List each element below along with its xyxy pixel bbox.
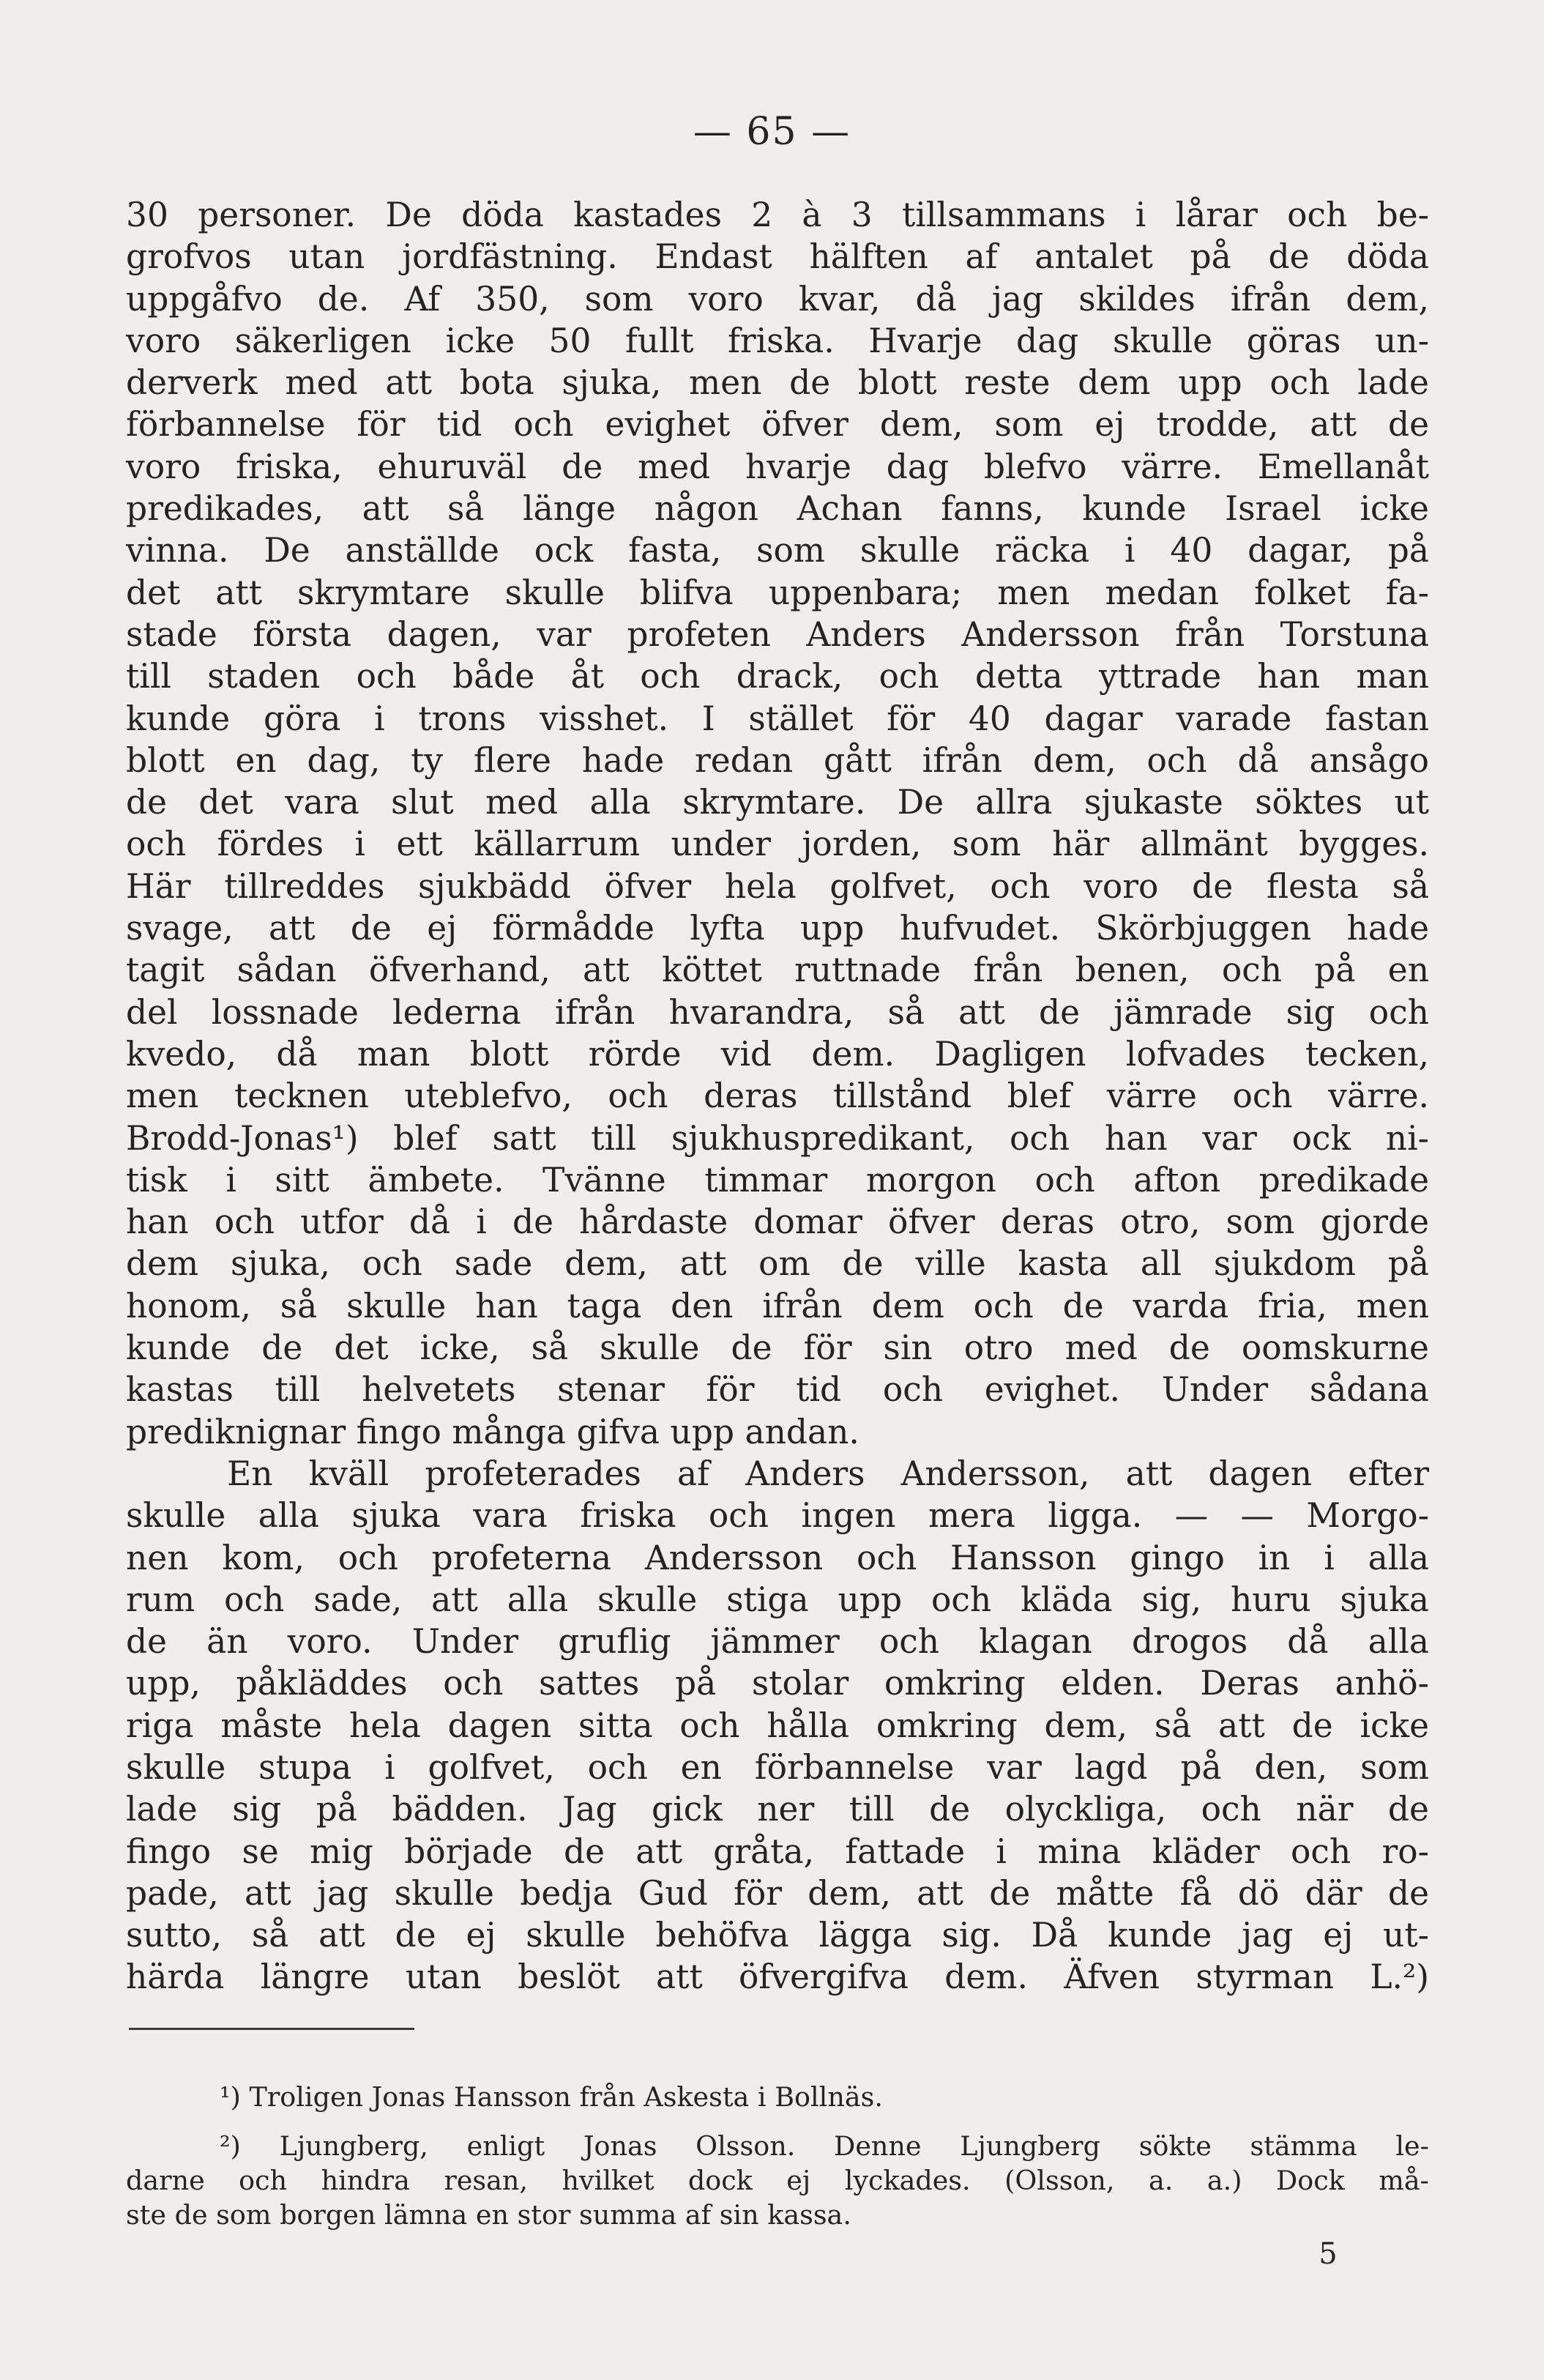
page-number: — 65 — [693, 110, 851, 154]
text-line: predikades, att så länge någon Achan fanns, kunde Israel icke [126, 489, 1429, 529]
text-line: kvedo, då man blott rörde vid dem. Dagligen lofvades tecken, [126, 1034, 1429, 1074]
footnote-spacer [126, 2114, 1429, 2129]
text-line: kunde de det icke, så skulle de för sin otro med de oomskurne [126, 1328, 1429, 1368]
text-line: kunde göra i trons visshet. I stället för 40 dagar varade fastan [126, 699, 1429, 738]
footnote-1: ¹) Troligen Jonas Hansson från Askesta i Bollnäs. [220, 2081, 883, 2113]
text-line: rum och sade, att alla skulle stiga upp och kläda sig, huru sjuka [126, 1580, 1429, 1619]
footnotes [126, 2080, 1429, 2232]
text-line: uppgåfvo de. Af 350, som voro kvar, då jag skildes ifrån dem, [126, 279, 1429, 319]
text-line: det att skrymtare skulle blifva uppenbara; men medan folket fa- [126, 573, 1429, 612]
text-line: men tecknen uteblefvo, och deras tillstånd blef värre och värre. [126, 1076, 1429, 1116]
text-line: tagit sådan öfverhand, att köttet ruttnade från benen, och på en [126, 951, 1429, 990]
text-line: grofvos utan jordfästning. Endast hälften af antalet på de döda [126, 237, 1429, 277]
text-line: tisk i sitt ämbete. Tvänne timmar morgon och afton predikade [126, 1160, 1429, 1200]
text-line: svage, att de ej förmådde lyfta upp hufvudet. Skörbjuggen hade [126, 909, 1429, 948]
text-line: kastas till helvetets stenar för tid och evighet. Under sådana [126, 1370, 1429, 1410]
text-line: Brodd-Jonas¹) blef satt till sjukhuspredikant, och han var ock ni- [126, 1118, 1429, 1158]
text-line: riga måste hela dagen sitta och hålla omkring dem, så att de icke [126, 1706, 1429, 1745]
text-line: honom, så skulle han taga den ifrån dem och de varda fria, men [126, 1286, 1429, 1325]
text-line: de än voro. Under gruflig jämmer och klagan drogos då alla [126, 1622, 1429, 1662]
text-line: han och utfor då i de hårdaste domar öfver deras otro, som gjorde [126, 1202, 1429, 1242]
text-line: skulle alla sjuka vara friska och ingen mera ligga. — — Morgo- [126, 1496, 1429, 1536]
footnote-divider [129, 2028, 414, 2030]
footnote-2-line: darne och hindra resan, hvilket dock ej lyckades. (Olsson, a. a.) Dock må- [126, 2165, 1429, 2196]
text-line: förbannelse för tid och evighet öfver dem, som ej trodde, att de [126, 405, 1429, 445]
text-line: Här tillreddes sjukbädd öfver hela golfvet, och voro de flesta så [126, 866, 1429, 906]
text-line: voro säkerligen icke 50 fullt friska. Hvarje dag skulle göras un- [126, 321, 1429, 360]
footnote-2-line: ste de som borgen lämna en stor summa af sin kassa. [126, 2199, 851, 2231]
paragraph-end-line: prediknignar fingo många gifva upp andan. [126, 1412, 859, 1451]
text-line: härda längre utan beslöt att öfvergifva dem. Äfven styrman L.²) [126, 1957, 1429, 1997]
text-line: nen kom, och profeterna Andersson och Hansson gingo in i alla [126, 1538, 1429, 1577]
text-line: derverk med att bota sjuka, men de blott reste dem upp och lade [126, 363, 1429, 403]
text-line: vinna. De anställde ock fasta, som skulle räcka i 40 dagar, på [126, 531, 1429, 570]
text-line: skulle stupa i golfvet, och en förbannelse var lagd på den, som [126, 1747, 1429, 1787]
body-text [126, 194, 1429, 1998]
text-line: lade sig på bädden. Jag gick ner till de olyckliga, och när de [126, 1790, 1429, 1829]
text-line: sutto, så att de ej skulle behöfva lägga sig. Då kunde jag ej ut- [126, 1916, 1429, 1955]
text-line: blott en dag, ty flere hade redan gått ifrån dem, och då ansågo [126, 740, 1429, 780]
text-line: pade, att jag skulle bedja Gud för dem, att de måtte få dö där de [126, 1873, 1429, 1913]
text-line: voro friska, ehuruväl de med hvarje dag blefvo värre. Emellanåt [126, 447, 1429, 486]
text-line: stade första dagen, var profeten Anders Andersson från Torstuna [126, 614, 1429, 654]
text-line: 30 personer. De döda kastades 2 à 3 tillsammans i lårar och be- [126, 196, 1429, 234]
text-line: dem sjuka, och sade dem, att om de ville kasta all sjukdom på [126, 1244, 1429, 1284]
text-line: till staden och både åt och drack, och detta yttrade han man [126, 657, 1429, 696]
signature-mark: 5 [1319, 2237, 1338, 2271]
text-line: fingo se mig började de att gråta, fattade i mina kläder och ro- [126, 1832, 1429, 1871]
text-line: och fördes i ett källarrum under jorden, som här allmänt bygges. [126, 825, 1429, 864]
text-line: upp, påkläddes och sattes på stolar omkring elden. Deras anhö- [126, 1664, 1429, 1703]
text-line: del lossnade lederna ifrån hvarandra, så att de jämrade sig och [126, 992, 1429, 1032]
text-line: de det vara slut med alla skrymtare. De allra sjukaste söktes ut [126, 783, 1429, 822]
paragraph-start-line: En kväll profeterades af Anders Andersson, att dagen efter [227, 1454, 1429, 1493]
footnote-2: ²) Ljungberg, enligt Jonas Olsson. Denne Ljungberg sökte stämma le- [220, 2130, 1429, 2162]
